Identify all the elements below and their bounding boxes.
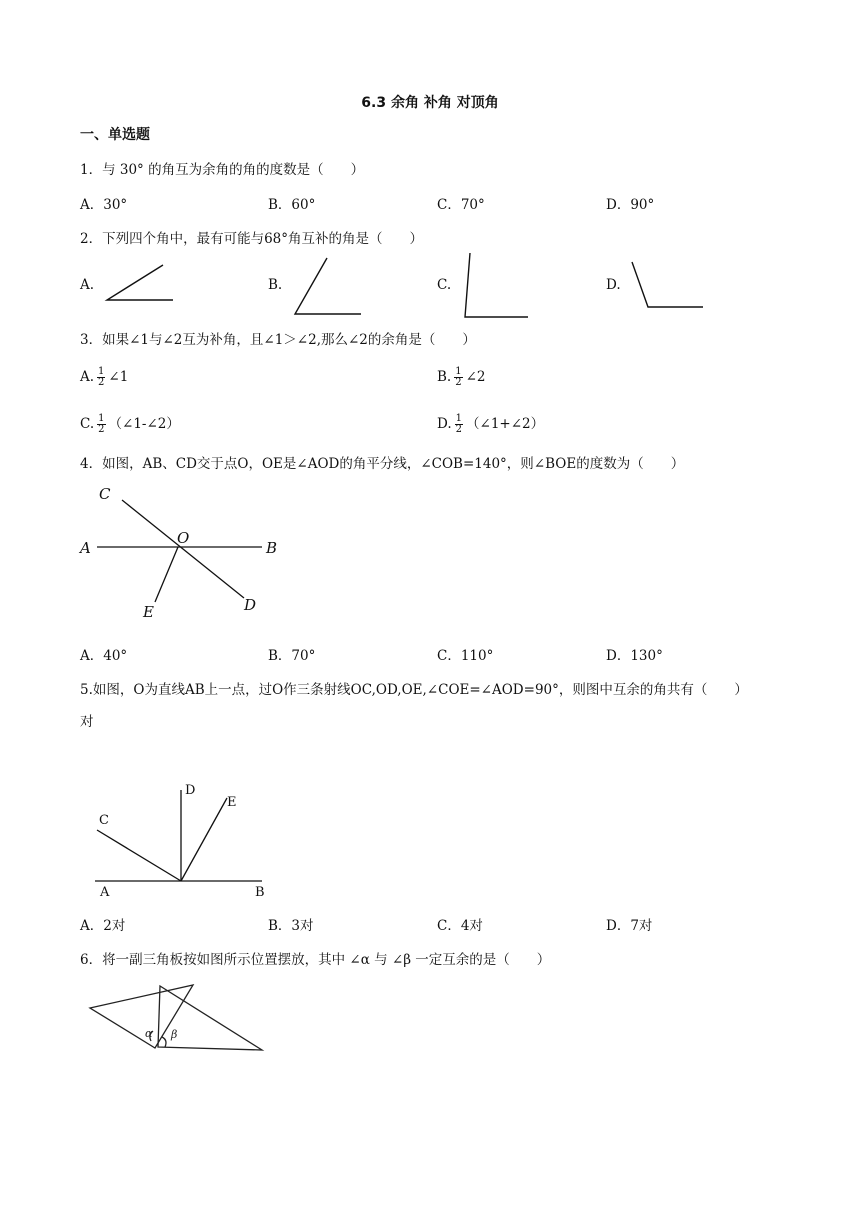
label-c: C	[99, 485, 111, 503]
q6-figure	[0, 975, 860, 1065]
q2-angle-d	[632, 262, 703, 307]
triangle-ruler-1	[90, 985, 193, 1048]
q3-option-b[interactable]	[437, 367, 486, 388]
label-o: O	[177, 529, 190, 547]
q3-option-d[interactable]	[437, 412, 544, 435]
q3-d-rest: （∠1+∠2）	[466, 416, 545, 432]
q2-option-c-label[interactable]: C.	[437, 277, 452, 293]
label-c: C	[99, 813, 109, 828]
q1-option-b[interactable]: B．60°	[268, 197, 316, 213]
q3-c-prefix: C.	[80, 416, 95, 432]
one-half-fraction	[97, 367, 105, 388]
fraction-denominator: 2	[98, 424, 105, 435]
ray-oe	[155, 547, 178, 602]
q3-c-rest: （∠1-∠2）	[108, 416, 180, 432]
section-heading: 一、单选题	[80, 127, 150, 143]
q2-angle-b	[295, 258, 361, 314]
page-title: 6.3 余角 补角 对顶角	[361, 95, 499, 111]
label-beta: β	[171, 1028, 178, 1041]
q3-b-prefix: B.	[437, 369, 452, 385]
one-half-fraction	[454, 367, 462, 388]
q1-option-a[interactable]: A．30°	[80, 197, 128, 213]
question-1-stem: 1．与 30° 的角互为余角的角的度数是（ ）	[80, 162, 365, 178]
q4-option-a[interactable]: A．40°	[80, 648, 128, 664]
fraction-denominator: 2	[98, 377, 105, 388]
q2-option-d-label[interactable]: D.	[606, 277, 621, 293]
question-5-stem-line1: 5.如图，O为直线AB上一点，过O作三条射线OC,OD,OE,∠COE=∠AOD=90°，则图中互余的角共有（ ）	[80, 682, 748, 698]
label-d: D	[244, 596, 257, 614]
q3-a-rest: ∠1	[108, 369, 129, 385]
q4-option-c[interactable]: C．110°	[437, 648, 494, 664]
q3-a-prefix: A.	[80, 369, 95, 385]
q2-option-a-label[interactable]: A.	[80, 277, 95, 293]
question-4-stem: 4．如图，AB、CD交于点O，OE是∠AOD的角平分线，∠COB=140°，则∠BOE的度数为（ ）	[80, 456, 685, 472]
q5-figure	[0, 770, 860, 905]
q1-option-c[interactable]: C．70°	[437, 197, 485, 213]
q3-option-c[interactable]	[80, 412, 180, 435]
q4-option-d[interactable]: D．130°	[606, 648, 663, 664]
fraction-numerator: 1	[455, 366, 462, 377]
question-2-stem: 2．下列四个角中，最有可能与68°角互补的角是（ ）	[80, 231, 424, 247]
fraction-denominator: 2	[455, 424, 463, 435]
fraction-numerator: 1	[98, 366, 105, 377]
one-half-fraction	[97, 414, 105, 435]
q5-option-a[interactable]: A．2对	[80, 918, 126, 934]
q3-b-rest: ∠2	[465, 369, 486, 385]
label-e: E	[227, 795, 237, 810]
q2-angle-a	[107, 265, 173, 300]
fraction-numerator: 1	[98, 413, 105, 424]
line-cd	[122, 500, 244, 598]
question-5-stem-line2: 对	[80, 714, 94, 730]
q3-d-prefix: D.	[437, 416, 452, 432]
label-alpha: α	[145, 1027, 153, 1040]
q4-option-b[interactable]: B．70°	[268, 648, 316, 664]
one-half-fraction	[455, 414, 463, 435]
fraction-denominator: 2	[455, 377, 462, 388]
q2-angle-c	[465, 253, 528, 317]
q2-angle-figures	[0, 0, 860, 330]
ray-oc	[97, 830, 181, 881]
label-b: B	[266, 539, 278, 557]
q5-option-b[interactable]: B．3对	[268, 918, 314, 934]
q4-figure	[0, 470, 860, 630]
fraction-numerator: 1	[455, 413, 463, 424]
question-3-stem: 3．如果∠1与∠2互为补角，且∠1＞∠2,那么∠2的余角是（ ）	[80, 332, 476, 348]
label-a: A	[80, 539, 91, 557]
label-a: A	[100, 885, 110, 900]
label-d: D	[185, 783, 196, 798]
question-6-stem: 6．将一副三角板按如图所示位置摆放，其中 ∠α 与 ∠β 一定互余的是（ ）	[80, 952, 551, 968]
label-e: E	[143, 603, 154, 621]
q1-option-d[interactable]: D．90°	[606, 197, 655, 213]
label-b: B	[255, 885, 265, 900]
q5-option-d[interactable]: D．7对	[606, 918, 653, 934]
ray-oe	[181, 798, 227, 881]
q3-option-a[interactable]	[80, 367, 128, 388]
angle-arc-beta	[162, 1037, 166, 1047]
q2-option-b-label[interactable]: B.	[268, 277, 283, 293]
q5-option-c[interactable]: C．4对	[437, 918, 483, 934]
